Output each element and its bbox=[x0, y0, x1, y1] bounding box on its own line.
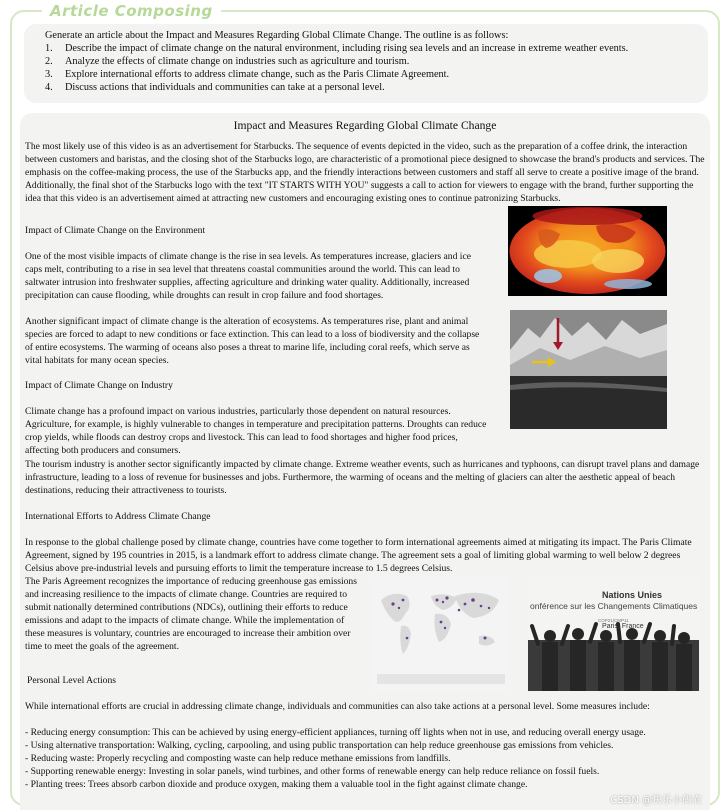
personal-heading: Personal Level Actions bbox=[27, 675, 116, 686]
international-paragraph-2: The Paris Agreement recognizes the importance of reducing greenhouse gas emissions and increasing resilience to the impacts of climate change. Countries are required to submit nationally determined contributions (NDCs), outlining their efforts to reduce emissions and adapt to the impacts of climate change. While the implementation of these measures is voluntary, countries are encouraged to increase their ambition over time to meet the goals of the agreement. bbox=[25, 576, 357, 653]
action-item: - Reducing waste: Properly recycling and composting waste can help reduce methane emissions from landfills. bbox=[25, 753, 451, 765]
world-map-graphic bbox=[373, 578, 509, 691]
outline-number: 1. bbox=[45, 43, 53, 54]
outline-item bbox=[45, 55, 628, 68]
outline-text: Discuss actions that individuals and communities can take at a personal level. bbox=[65, 82, 385, 93]
section-label: Article Composing bbox=[42, 2, 221, 20]
outline-list bbox=[45, 42, 628, 94]
outline-number: 2. bbox=[45, 56, 53, 67]
international-heading: International Efforts to Address Climate Change bbox=[25, 511, 211, 522]
outline-item bbox=[45, 42, 628, 55]
international-paragraph-1: In response to the global challenge posed by climate change, countries have come together to form international agreements aimed at mitigating its impact. The Paris Climate Agreement, signed by 195 countries in 2015, is a landmark effort to address climate change. The agreement sets a goal of limiting global warming to well below 2 degrees Celsius above pre-industrial levels and pursuing efforts to limit the temperature increase to 1.5 degrees Celsius. bbox=[25, 537, 692, 575]
prompt-intro: Generate an article about the Impact and Measures Regarding Global Climate Change. The outline is as follows: bbox=[45, 30, 509, 41]
industry-heading: Impact of Climate Change on Industry bbox=[25, 380, 173, 391]
summit-banner-line-2: onférence sur les Changements Climatiques bbox=[530, 601, 698, 611]
action-item: - Reducing energy consumption: This can be achieved by using energy-efficient appliances, turning off lights when not in use, and reducing overall energy usage. bbox=[25, 727, 646, 738]
glacier-graphic bbox=[510, 310, 667, 429]
personal-actions-list bbox=[25, 726, 707, 791]
article-title: Impact and Measures Regarding Global Climate Change bbox=[233, 119, 497, 132]
outline-text: Describe the impact of climate change on the natural environment, including rising sea levels and an increase in extreme weather events. bbox=[65, 43, 629, 54]
world-map-image bbox=[373, 578, 509, 691]
action-item: - Supporting renewable energy: Investing in solar panels, wind turbines, and other forms of renewable energy can help reduce reliance on fossil fuels. bbox=[25, 766, 600, 778]
summit-banner-line-1: Nations Unies bbox=[602, 590, 663, 600]
industry-paragraph-2: The tourism industry is another sector significantly impacted by climate change. Extreme weather events, such as hurricanes and typhoons, can disrupt travel plans and damage infrastructure, leading to a loss of revenue for businesses and jobs. Furthermore, the warming of oceans and the melting of glaciers can alter the aesthetic appeal of beach destinations, reducing their attractiveness to tourists. bbox=[25, 459, 700, 497]
industry-paragraph-1: Climate change has a profound impact on various industries, particularly those dependent on natural resources. Agriculture, for example, is highly vulnerable to changes in temperature and precipitation patterns. Droughts can reduce crop yields, while floods can destroy crops and livestock. This can lead to food shortages and higher food prices, affecting both producers and consumers. bbox=[25, 406, 487, 457]
cop21-summit-photo bbox=[528, 578, 699, 691]
environment-paragraph-2: Another significant impact of climate change is the alteration of ecosystems. As temperatures rise, plant and animal species are forced to adapt to new conditions or face extinction. This can lead to a loss of biodiversity and the collapse of entire ecosystems. The warming of oceans also poses a threat to marine life, including coral reefs, which serve as vital habitats for many ocean species. bbox=[25, 316, 480, 367]
outline-item bbox=[45, 81, 628, 94]
prompt-box bbox=[24, 24, 708, 103]
watermark: CSDN @快乐小码农 bbox=[610, 794, 702, 806]
temperature-map-graphic bbox=[508, 206, 667, 296]
summit-banner-line-3: COP21/CMP11 bbox=[598, 618, 629, 623]
environment-heading: Impact of Climate Change on the Environment bbox=[25, 225, 206, 236]
personal-intro: While international efforts are crucial in addressing climate change, individuals and communities can also take actions at a personal level. Some measures include: bbox=[25, 701, 650, 712]
outline-text: Analyze the effects of climate change on industries such as agriculture and tourism. bbox=[65, 56, 410, 67]
outline-text: Explore international efforts to address climate change, such as the Paris Climate Agreement. bbox=[65, 69, 450, 80]
summit-banner-line-4: Paris, France bbox=[602, 623, 644, 630]
intro-paragraph: The most likely use of this video is as an advertisement for Starbucks. The sequence of events depicted in the video, such as the preparation of a coffee drink, the interaction between customers and baristas, and the closing shot of the Starbucks logo, are characteristic of a promotional piece designed to showcase the brand's products and services. The emphasis on the coffee-making process, the use of the Starbucks app, and the friendly interactions between customers and staff all serve to create a positive image of the brand. Additionally, the final shot of the Starbucks logo with the text "IT STARTS WITH YOU" suggests a call to action for viewers to engage with the brand, further supporting the idea that this video is an advertisement aimed at attracting new customers and encouraging existing ones to continue patronizing Starbucks. bbox=[25, 141, 705, 205]
temperature-map-image bbox=[508, 206, 667, 296]
action-item: - Using alternative transportation: Walking, cycling, carpooling, and using public transportation can help reduce greenhouse gas emissions from vehicles. bbox=[25, 740, 614, 752]
action-item: - Planting trees: Trees absorb carbon dioxide and produce oxygen, making them a valuable tool in the fight against climate change. bbox=[25, 779, 528, 791]
outline-number: 4. bbox=[45, 82, 53, 93]
environment-paragraph-1: One of the most visible impacts of climate change is the rise in sea levels. As temperatures increase, glaciers and ice caps melt, contributing to a rise in sea level that threatens coastal communities around the world. This can lead to saltwater intrusion into freshwater supplies, affecting agriculture and drinking water quality. Additionally, increased precipitation can cause flooding, while droughts can result in crop failure and food shortages. bbox=[25, 251, 471, 302]
outline-number: 3. bbox=[45, 69, 53, 80]
glacier-photo bbox=[510, 310, 667, 429]
outline-item bbox=[45, 68, 628, 81]
generated-article bbox=[20, 113, 710, 810]
